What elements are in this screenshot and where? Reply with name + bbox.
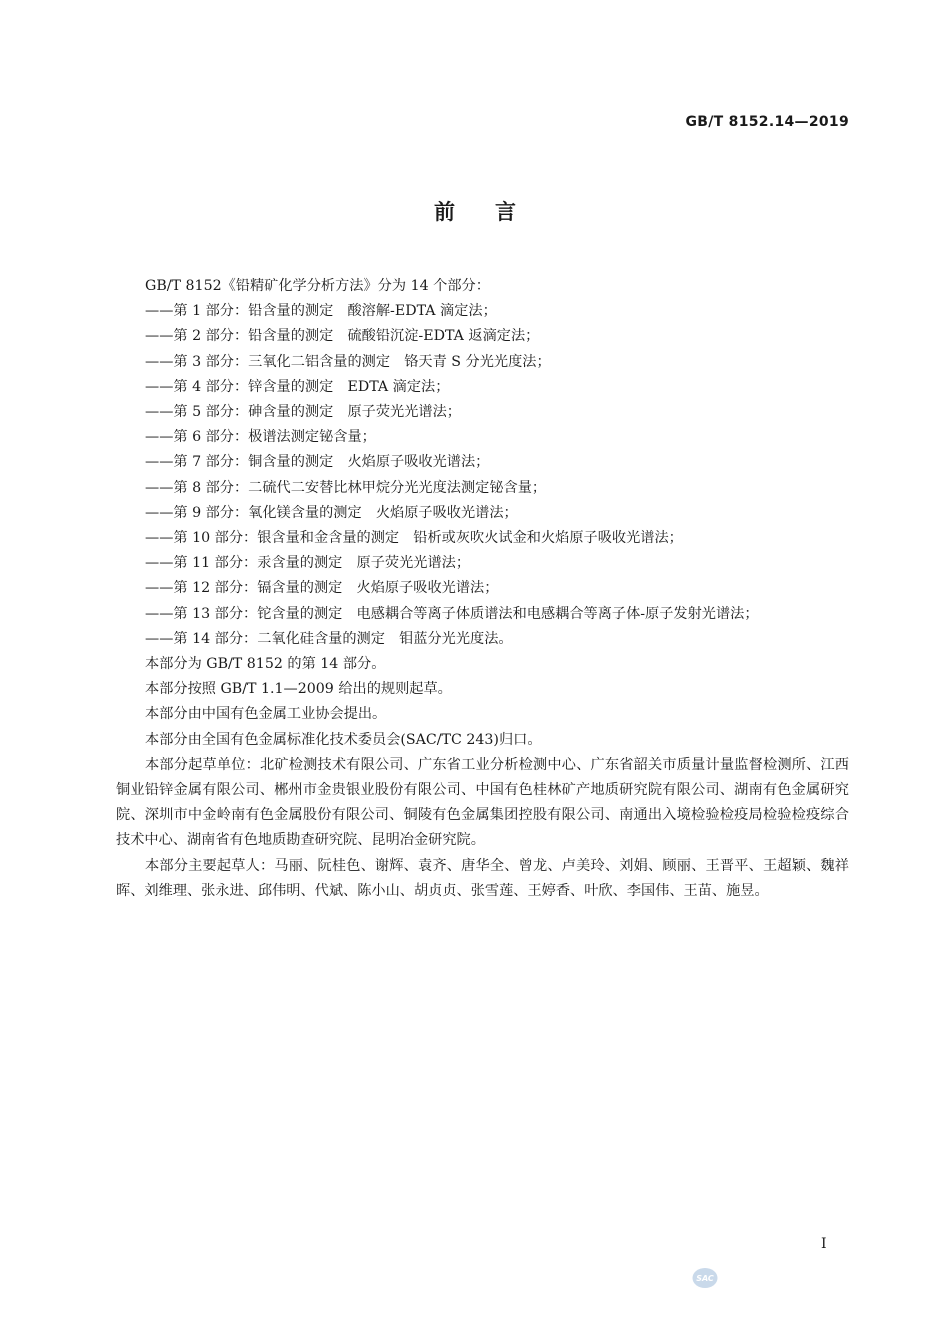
part-item: ——第 8 部分：二硫代二安替比林甲烷分光光度法测定铋含量； <box>145 479 547 496</box>
part-item: ——第 6 部分：极谱法测定铋含量； <box>145 429 376 446</box>
part-item: ——第 10 部分：银含量和金含量的测定 铅析或灰吹火试金和火焰原子吸收光谱法； <box>145 530 683 547</box>
page-title: 前言 <box>434 200 556 224</box>
part-item: ——第 7 部分：铜含量的测定 火焰原子吸收光谱法； <box>145 454 490 471</box>
drafting-units-paragraph: 本部分起草单位：北矿检测技术有限公司、广东省工业分析检测中心、广东省韶关市质量计量监督检测所、江西铜业铅锌金属有限公司、郴州市金贵银业股份有限公司、中国有色桂林矿产地质研究院有限公司、湖南有色金属研究院、深圳市中金岭南有色金属股份有限公司、铜陵有色金属集团控股有限公司、南通出入境检验检疫局检验检疫综合技术中心、湖南省有色地质勘查研究院、昆明冶金研究院。 <box>116 756 849 849</box>
drafters-paragraph: 本部分主要起草人：马丽、阮桂色、谢辉、袁齐、唐华全、曾龙、卢美玲、刘娟、顾丽、王晋平、王超颖、魏祥晖、刘维理、张永进、邱伟明、代斌、陈小山、胡贞贞、张雪莲、王婷香、叶欣、李国伟、王苗、施昱。 <box>116 857 849 899</box>
part-item: ——第 12 部分：镉含量的测定 火焰原子吸收光谱法； <box>145 580 499 597</box>
body-paragraph: 本部分由中国有色金属工业协会提出。 <box>145 706 387 723</box>
body-paragraph: 本部分为 GB/T 8152 的第 14 部分。 <box>145 656 386 673</box>
intro-paragraph: GB/T 8152《铅精矿化学分析方法》分为 14 个部分： <box>145 278 490 294</box>
standard-code: GB/T 8152.14—2019 <box>685 114 849 130</box>
preface-body <box>116 274 849 904</box>
part-item: ——第 1 部分：铅含量的测定 酸溶解-EDTA 滴定法； <box>145 303 497 320</box>
body-paragraph: 本部分由全国有色金属标准化技术委员会(SAC/TC 243)归口。 <box>145 731 542 748</box>
part-item: ——第 5 部分：砷含量的测定 原子荧光光谱法； <box>145 404 461 421</box>
part-item: ——第 9 部分：氧化镁含量的测定 火焰原子吸收光谱法； <box>145 504 518 521</box>
body-paragraph: 本部分按照 GB/T 1.1—2009 给出的规则起草。 <box>145 681 452 698</box>
part-item: ——第 13 部分：铊含量的测定 电感耦合等离子体质谱法和电感耦合等离子体-原子发射光谱法； <box>145 605 759 622</box>
part-item: ——第 14 部分：二氧化硅含量的测定 钼蓝分光光度法。 <box>145 630 513 647</box>
part-item: ——第 4 部分：锌含量的测定 EDTA 滴定法； <box>145 378 450 395</box>
sac-logo-text: SAC <box>696 1274 714 1283</box>
part-item: ——第 11 部分：汞含量的测定 原子荧光光谱法； <box>145 555 471 572</box>
part-item: ——第 3 部分：三氧化二铝含量的测定 铬天青 S 分光光度法； <box>145 353 551 370</box>
page-number: I <box>821 1236 827 1252</box>
sac-logo-icon <box>692 1267 718 1289</box>
part-item: ——第 2 部分：铅含量的测定 硫酸铅沉淀-EDTA 返滴定法； <box>145 328 540 345</box>
